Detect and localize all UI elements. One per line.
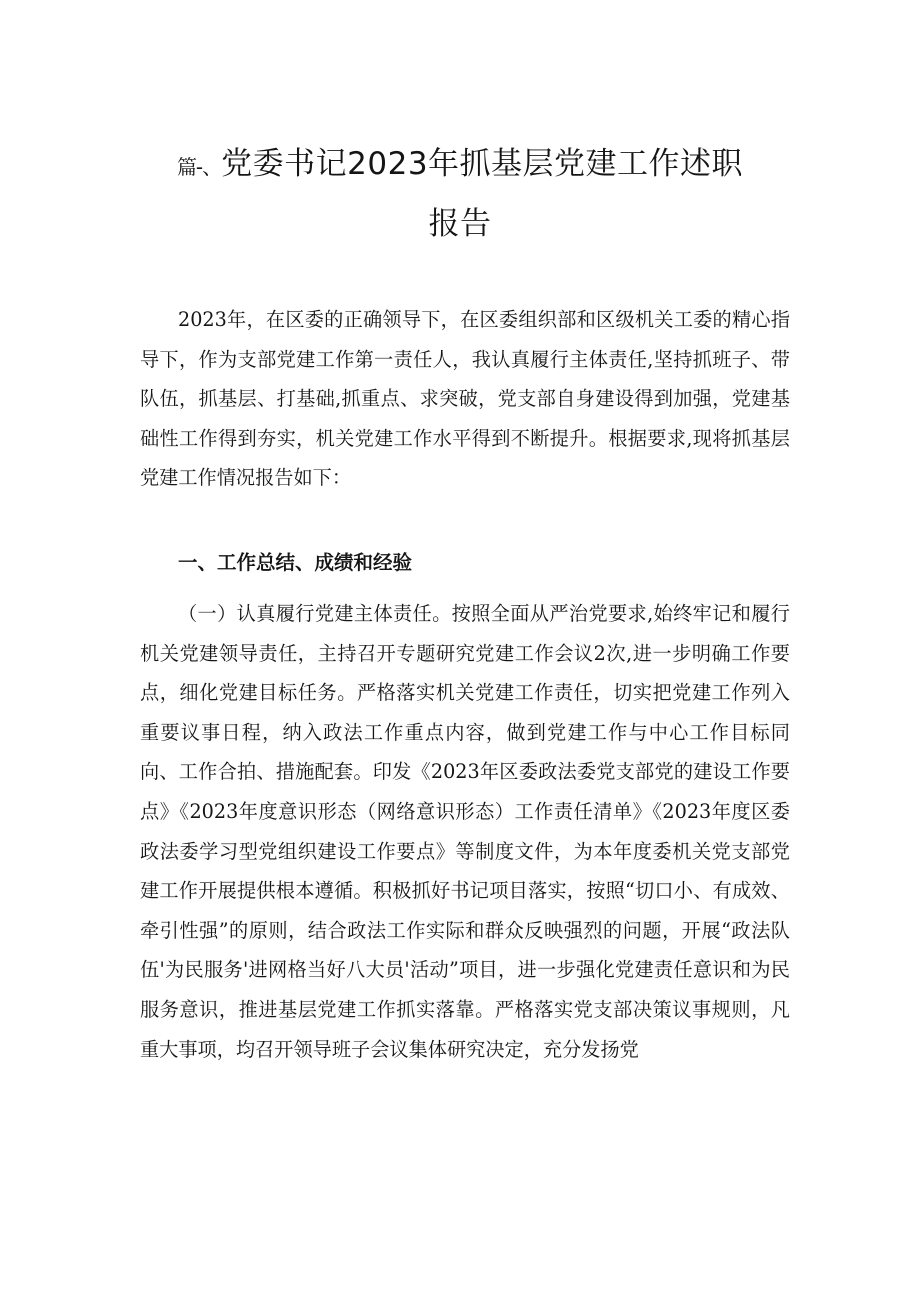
title-prefix: 篇-、 bbox=[176, 155, 222, 179]
section-heading: 一、工作总结、成绩和经验 bbox=[178, 551, 413, 574]
document-title-line-2: 报告 bbox=[428, 206, 492, 242]
title-main-text: 党委书记2023年抓基层党建工作述职 bbox=[221, 146, 744, 182]
section-paragraph: （一）认真履行党建主体责任。按照全面从严治党要求,始终牢记和履行机关党建领导责任，主持召开专题研究党建工作会议2次,进一步明确工作要点，细化党建目标任务。严格落实机关党建工作责任，切实把党建工作列入重要议事日程，纳入政法工作重点内容，做到党建工作与中心工作目标同向、工作合拍、措施配套。印发《2023年区委政法委党支部党的建设工作要点》《2023年度意识形态（网络意识形态）工作责任清单》《2023年度区委政法委学习型党组织建设工作要点》等制度文件，为本年度委机关党支部党建工作开展提供根本遵循。积极抓好书记项目落实，按照“切口小、有成效、牵引性强”的原则，结合政法工作实际和群众反映强烈的问题，开展“政法队伍'为民服务'进网格当好八大员'活动”项目，进一步强化党建责任意识和为民服务意识，推进基层党建工作抓实落靠。严格落实党支部决策议事规则，凡重大事项，均召开领导班子会议集体研究决定，充分发扬党 bbox=[140, 602, 790, 1061]
intro-paragraph: 2023年，在区委的正确领导下，在区委组织部和区级机关工委的精心指导下，作为支部党建工作第一责任人，我认真履行主体责任,坚持抓班子、带队伍，抓基层、打基础,抓重点、求突破，党支部自身建设得到加强，党建基础性工作得到夯实，机关党建工作水平得到不断提升。根据要求,现将抓基层党建工作情况报告如下： bbox=[140, 308, 790, 490]
document-title-line-1 bbox=[150, 136, 770, 195]
